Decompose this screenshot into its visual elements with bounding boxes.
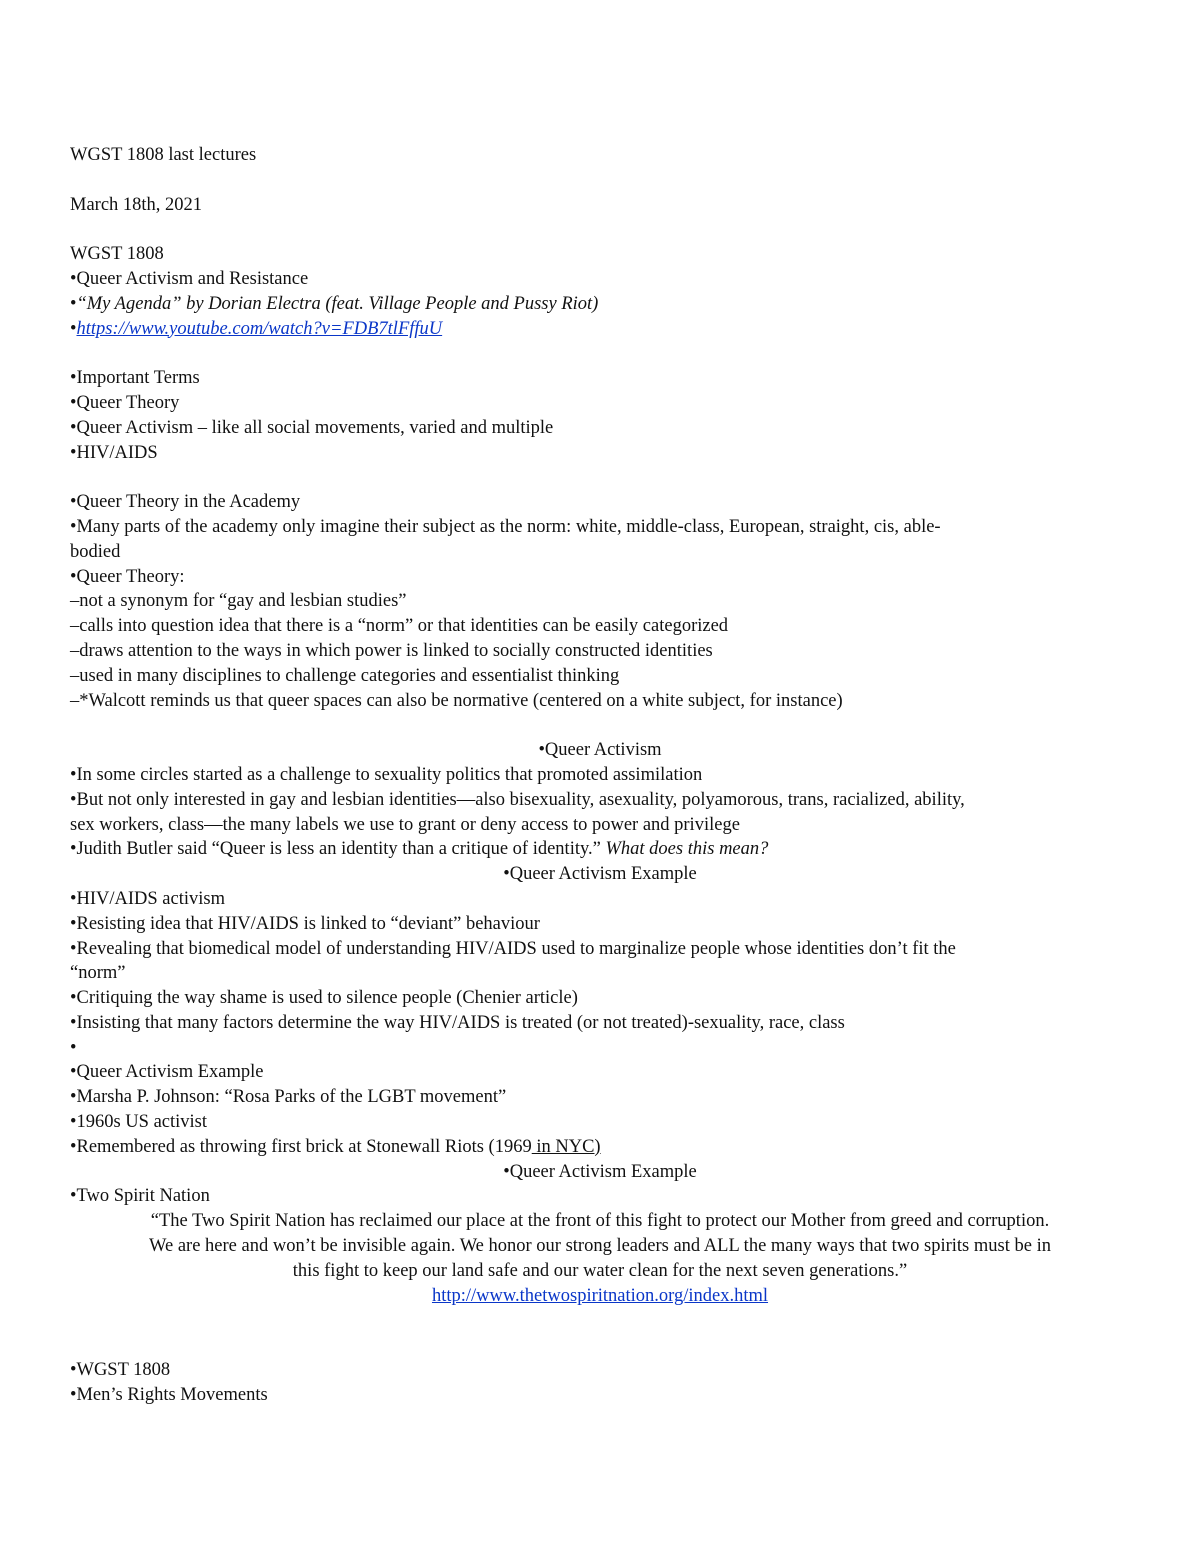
empty-list-item: • [70,1037,77,1058]
list-item-continuation: sex workers, class—the many labels we use to grant or deny access to power and privilege [70,814,740,835]
list-item: •HIV/AIDS activism [70,888,225,909]
italic-question: What does this mean? [605,839,769,860]
list-item: •Queer Theory: [70,566,185,587]
dash-item: –draws attention to the ways in which power is linked to socially constructed identities [70,640,713,661]
list-item: •Queer Activism – like all social movements, varied and multiple [70,417,554,438]
quote-line: this fight to keep our land safe and our water clean for the next seven generations.” [292,1260,908,1281]
list-item: •Insisting that many factors determine the way HIV/AIDS is treated (or not treated)-sexuality, race, class [70,1012,845,1033]
dash-item: –not a synonym for “gay and lesbian studies” [70,591,407,612]
dash-item: –*Walcott reminds us that queer spaces can also be normative (centered on a white subject, for instance) [70,690,843,711]
list-item: •Important Terms [70,368,200,389]
list-item: •But not only interested in gay and lesbian identities—also bisexuality, asexuality, polyamorous, trans, racialized, ability, [70,789,965,810]
section-heading: •Queer Activism Example [503,864,697,885]
list-item: •Two Spirit Nation [70,1186,210,1207]
list-item: •Queer Activism and Resistance [70,268,309,289]
list-item: •Resisting idea that HIV/AIDS is linked to “deviant” behaviour [70,913,540,934]
list-item: •Queer Theory in the Academy [70,492,301,513]
course-heading: WGST 1808 [70,244,164,265]
section-heading: •Queer Activism [538,740,662,761]
list-item: •Many parts of the academy only imagine their subject as the norm: white, middle-class, European, straight, cis, able- [70,516,941,537]
list-item: •Critiquing the way shame is used to silence people (Chenier article) [70,988,578,1009]
document-title: WGST 1808 last lectures [70,145,257,165]
list-item: •Judith Butler said “Queer is less an identity than a critique of identity.” What does this mean? [70,839,769,860]
quote-line: “The Two Spirit Nation has reclaimed our place at the front of this fight to protect our Mother from greed and corruption. [150,1211,1050,1232]
youtube-link[interactable]: https://www.youtube.com/watch?v=FDB7tlFffuU [76,318,443,339]
list-item-continuation: “norm” [70,963,126,984]
list-item-continuation: bodied [70,541,121,562]
quote-line: We are here and won’t be invisible again. We honor our strong leaders and ALL the many ways that two spirits must be in [149,1236,1051,1257]
document-body [70,143,1130,1408]
list-item: •Remembered as throwing first brick at Stonewall Riots (1969 in NYC) [70,1136,601,1157]
list-item: •HIV/AIDS [70,442,158,463]
lecture-date: March 18th, 2021 [70,194,203,215]
section-heading: •Queer Activism Example [503,1161,697,1182]
list-item: •Men’s Rights Movements [70,1384,268,1405]
two-spirit-nation-link[interactable]: http://www.thetwospiritnation.org/index.html [431,1285,769,1306]
list-item: •Marsha P. Johnson: “Rosa Parks of the LGBT movement” [70,1087,507,1108]
list-item: •WGST 1808 [70,1360,171,1381]
list-item: •1960s US activist [70,1112,208,1133]
list-item: •Queer Theory [70,392,180,413]
list-item: •“My Agenda” by Dorian Electra (feat. Village People and Pussy Riot) [70,293,599,314]
list-item: •https://www.youtube.com/watch?v=FDB7tlFffuU [70,318,443,339]
dash-item: –used in many disciplines to challenge categories and essentialist thinking [70,665,620,686]
dash-item: –calls into question idea that there is a “norm” or that identities can be easily categorized [70,616,729,637]
list-item: •In some circles started as a challenge to sexuality politics that promoted assimilation [70,764,703,785]
list-item: •Revealing that biomedical model of understanding HIV/AIDS used to marginalize people whose identities don’t fit the [70,938,956,959]
list-item: •Queer Activism Example [70,1062,264,1083]
link-line [70,1284,1130,1309]
